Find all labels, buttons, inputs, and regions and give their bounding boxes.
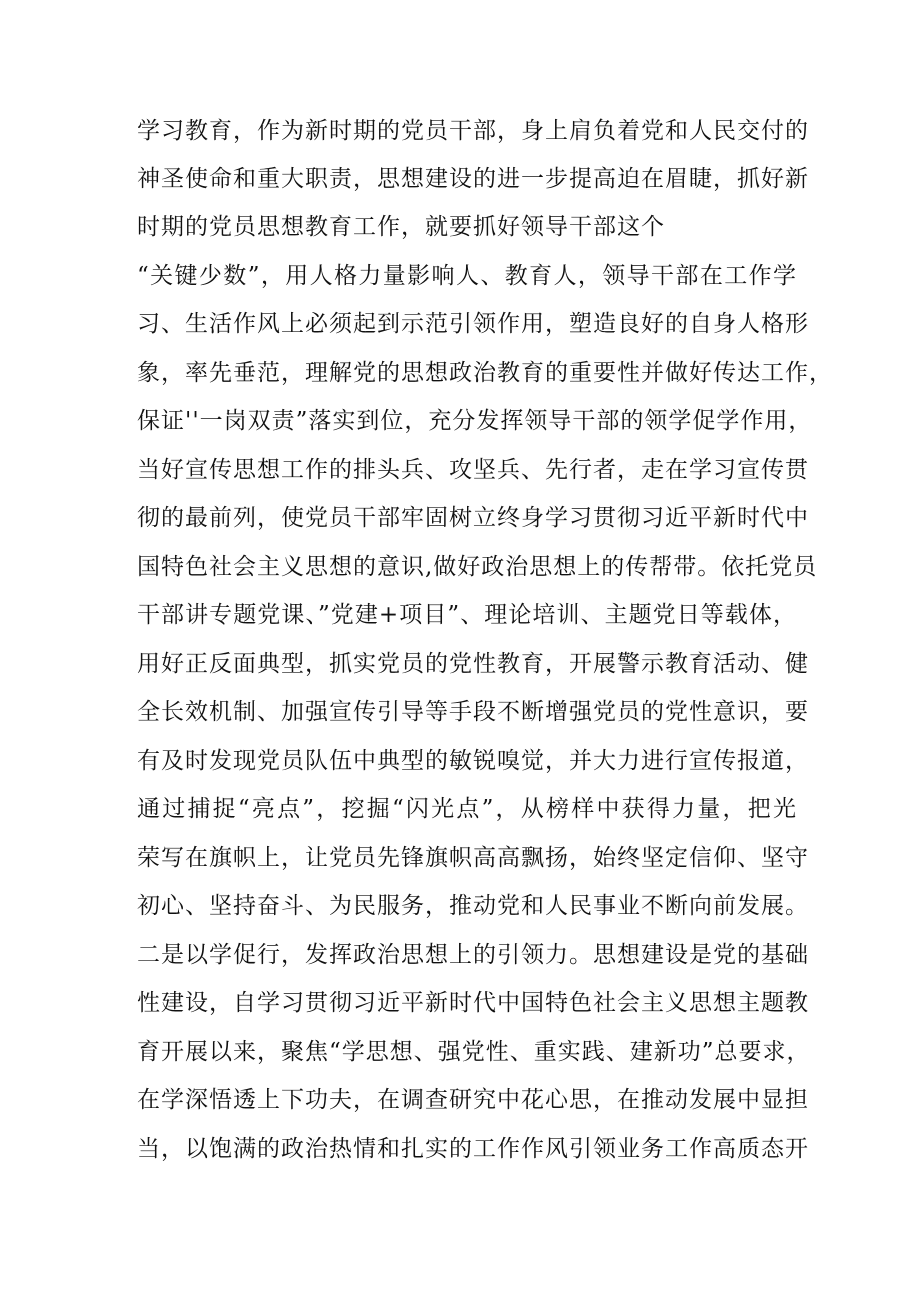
text-line: 在学深悟透上下功夫，在调查研究中花心思，在推动发展中显担 [137,1087,809,1113]
text-line: 干部讲专题党课、”党建+项目”、理论培训、主题党日等载体， [137,602,797,628]
text-line: 彻的最前列，使党员干部牢固树立终身学习贯彻习近平新时代中 [137,505,809,531]
text-line: “关键少数”，用人格力量影响人、教育人，领导干部在工作学 [137,263,797,289]
text-line: 通过捕捉“亮点”，挖掘“闪光点”，从榜样中获得力量，把光 [137,796,797,822]
text-line: 有及时发现党员队伍中典型的敏锐嗅觉，并大力进行宣传报道， [137,748,809,774]
text-line: 国特色社会主义思想的意识,做好政治思想上的传帮带。依托党员 [137,554,818,580]
text-line: 用好正反面典型，抓实党员的党性教育，开展警示教育活动、健 [137,651,809,677]
text-line: 象，率先垂范，理解党的思想政治教育的重要性并做好传达工作， [137,360,833,386]
text-line: 育开展以来，聚焦“学思想、强党性、重实践、建新功”总要求， [137,1039,811,1065]
text-line: 初心、坚持奋斗、为民服务，推动党和人民事业不断向前发展。 [137,893,809,919]
text-line: 荣写在旗帜上，让党员先锋旗帜高高飘扬，始终坚定信仰、坚守 [137,845,809,871]
text-line: 神圣使命和重大职责，思想建设的进一步提高迫在眉睫，抓好新 [137,166,809,192]
text-line: 全长效机制、加强宣传引导等手段不断增强党员的党性意识，要 [137,699,809,725]
text-line: 当，以饱满的政治热情和扎实的工作作风引领业务工作高质态开 [137,1136,809,1162]
text-line: 当好宣传思想工作的排头兵、攻坚兵、先行者，走在学习宣传贯 [137,457,809,483]
text-line: 二是以学促行，发挥政治思想上的引领力。思想建设是党的基础 [137,942,809,968]
text-line: 习、生活作风上必须起到示范引领作用，塑造良好的自身人格形 [137,311,809,337]
text-line: 学习教育，作为新时期的党员干部，身上肩负着党和人民交付的 [137,118,809,144]
text-line: 保证''一岗双责”落实到位，充分发挥领导干部的领学促学作用， [137,408,813,434]
text-line: 性建设，自学习贯彻习近平新时代中国特色社会主义思想主题教 [137,990,809,1016]
text-line: 时期的党员思想教育工作，就要抓好领导干部这个 [137,214,665,240]
